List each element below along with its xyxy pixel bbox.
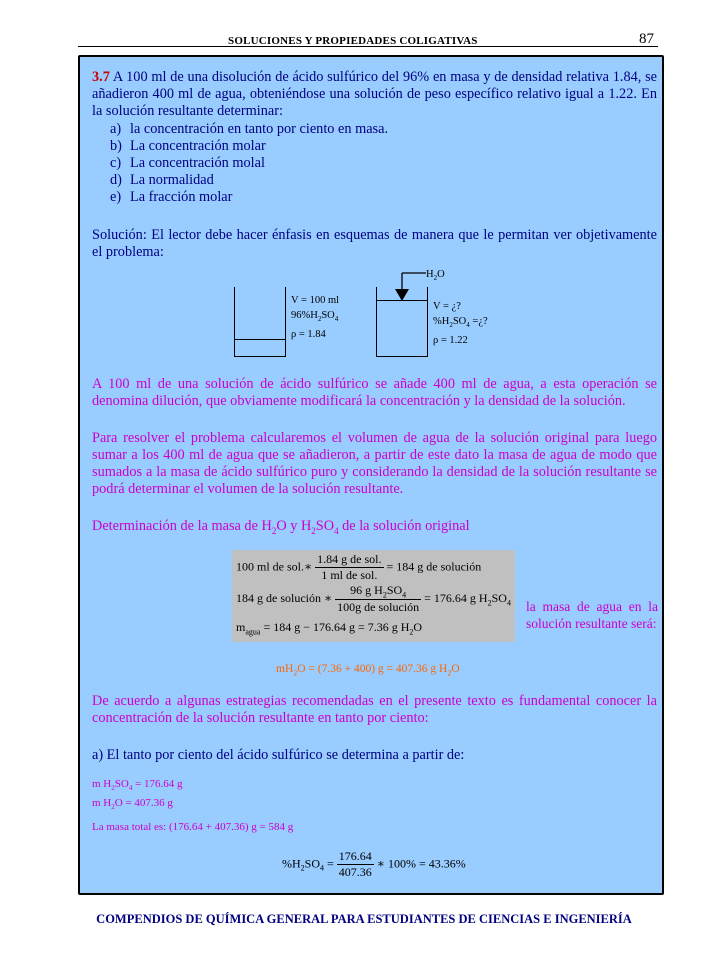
equation-water-mass: $m_{agua} = 184$ g − 176.64 g = 7.36 g $H_2O$ (236, 620, 423, 637)
water-mass-result: $mH_2O = (7.36 + 400) g = 407.36$ g $H_2O$ (276, 663, 460, 678)
question-list (110, 121, 388, 206)
list-item: a) la concentración en tanto por ciento en masa. (110, 121, 389, 137)
strategy-paragraph: De acuerdo a algunas estrategias recomendadas en el presente texto es fundamental conocer la concentración de la solución resultante en tanto por ciento: (92, 693, 657, 726)
equation-acid-mass: 184 g de solución ∗ $\frac{96 g H_2SO_4}{\text{100g de solución}}$ = 176.64 g $H_2SO_4$ (236, 583, 511, 615)
problem-number: 3.7 (92, 69, 110, 85)
right-solution-data: V = ¿? $\%H_2SO_4$ =¿? ρ = 1.22 (433, 301, 488, 347)
part-a-heading: a) El tanto por ciento del ácido sulfúrico se determina a partir de: (92, 747, 465, 763)
beaker-left (234, 287, 286, 357)
content-panel (78, 55, 664, 895)
page-header (78, 0, 658, 47)
equation-box (232, 550, 515, 642)
water-label: $H_2O$ (426, 269, 445, 283)
total-mass: La masa total es: (176.64 + 407.36) g = 584 g (92, 821, 294, 833)
list-item: d) La normalidad (110, 172, 214, 188)
list-item: c) La concentración molal (110, 155, 265, 171)
dilution-paragraph: A 100 ml de una solución de ácido sulfúrico se añade 400 ml de agua, a esta operación se denomina dilución, que obviamente modificará la concentración y la densidad de la solución. (92, 376, 657, 409)
percent-equation: $\%H_2SO_4$ = $\frac{176.64}{407.36}$ ∗ 100% = 43.36% (282, 849, 466, 879)
left-solution-data: V = 100 ml $96\%H_2SO_4$ ρ = 1.84 (291, 295, 340, 341)
side-note: la masa de agua en la solución resultante será: (526, 599, 658, 631)
running-title: SOLUCIONES Y PROPIEDADES COLIGATIVAS (228, 35, 478, 47)
page-footer: COMPENDIOS DE QUÍMICA GENERAL PARA ESTUDIANTES DE CIENCIAS E INGENIERÍA (96, 912, 632, 926)
mass-heading: Determinación de la masa de $H_2O$ y $H_2SO_4$ de la solución original (92, 518, 470, 536)
solution-intro: Solución: El lector debe hacer énfasis en esquemas de manera que le permitan ver objetivamente el problema: (92, 227, 657, 260)
list-item: b) La concentración molar (110, 138, 266, 154)
problem-statement (92, 69, 657, 120)
plan-paragraph: Para resolver el problema calcularemos el volumen de agua de la solución original para luego sumar a los 400 ml de agua que se añadieron, a partir de este dato la masa de agua de modo que sumados a la masa de ácido sulfúrico puro y considerando la densidad de la solución resultante se podrá determinar el volumen de la solución resultante. (92, 430, 657, 497)
mass-values: m $H_2SO_4 = 176.64$ g m $H_2O = 407.36$ g (92, 778, 183, 812)
equation-volume-to-mass: 100 ml de sol.∗ $\frac{\text{1.84 g de sol.}}{\text{1 ml de sol.}}$ = 184 g de solución (236, 552, 482, 582)
page-number: 87 (639, 31, 654, 47)
problem-text: A 100 ml de una disolución de ácido sulfúrico del 96% en masa y de densidad relativa 1.84, se añadieron 400 ml de agua, obteniéndose una solución de peso específico relativo igual a 1.22. En la solución resultante determinar: (92, 69, 657, 119)
list-item: e) La fracción molar (110, 189, 233, 205)
liquid-level-left (235, 339, 285, 356)
